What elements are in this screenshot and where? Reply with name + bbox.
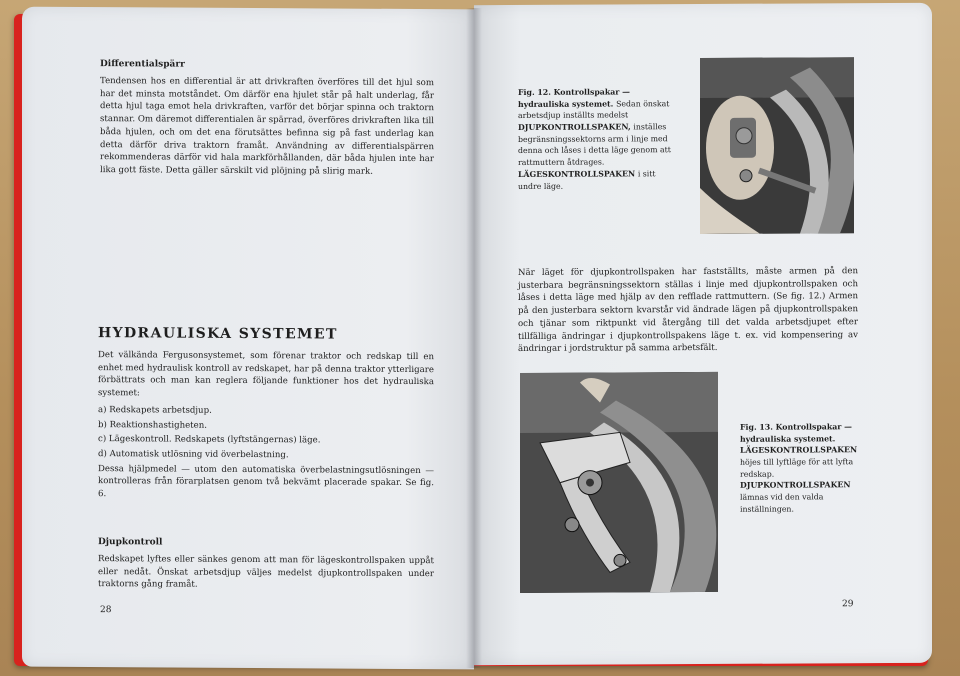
list-item: b) Reaktionshastigheten. <box>98 419 207 431</box>
fig13-caption-djup: DJUPKONTROLLSPAKEN <box>740 480 851 491</box>
book-gutter <box>466 8 482 668</box>
fig12-caption-lage: LÄGESKONTROLLSPAKEN <box>518 169 636 179</box>
heading-differentialsparr: Differentialspärr <box>100 59 185 70</box>
paragraph-differential: Tendensen hos en differential är att drivkraften överföres till det hjul som har det minsta motståndet. Om därför ena hjulet står på halt underlag, får detta hjul taga emot hela drivkraften, varför det börjar spinna och traktorn stannar. Om däremot differentialen är spärrad, överföres drivkraften lika till båda hjulen, och om det ena förutsättes befinna sig på fast underlag kan detta därför driva traktorn framåt. Användning av differentialspärren rekommenderas därför vid hala markförhållanden, där båda hjulen inte har lika gott fäste. Detta gäller särskilt vid plöjning på slirig mark. <box>100 76 434 177</box>
fig12-lever-illustration <box>700 57 854 234</box>
fig12-caption-title: Fig. 12. Kontrollspakar — hydrauliska systemet. <box>518 87 630 109</box>
fig12-photo <box>700 57 854 234</box>
fig13-caption-text: lämnas vid den valda inställningen. <box>740 492 824 514</box>
left-page <box>22 7 474 670</box>
paragraph-main: När läget för djupkontrollspaken har fastställts, måste armen på den justerbara begränsningssektorn ställas i linje med djupkontrollspaken och låses i detta läge med hjälp av den refflade rattmuttern. (Se fig. 12.) Armen på den justerbara sektorn kvarstår vid ändrade lägen på djupkontrollspaken och tjänar som riktpunkt vid återgång till det valda arbetsdjupet efter tillfälliga ändringar i djupkontrollspakens läge t. ex. vid kompensering av ändringar i jordstruktur på samma arbetsfält. <box>518 266 858 355</box>
paragraph-help: Dessa hjälpmedel — utom den automatiska överbelastningsutlösningen — kontrolleras från förarplatsen genom två bekvämt placerade spakar. Se fig. 6. <box>98 463 434 500</box>
fig13-caption-title: Fig. 13. Kontrollspakar — hydrauliska systemet. <box>740 422 852 444</box>
list-item: a) Redskapets arbetsdjup. <box>98 404 212 416</box>
heading-hydrauliska-systemet: HYDRAULISKA SYSTEMET <box>98 325 338 343</box>
list-item: c) Lägeskontroll. Redskapets (lyftstängernas) läge. <box>98 434 321 446</box>
fig12-caption-text: Sedan önskat arbetsdjup inställts medelst <box>518 98 670 121</box>
function-list <box>98 404 434 463</box>
fig12-caption-djup: DJUPKONTROLLSPAKEN, <box>518 122 631 133</box>
fig13-lever-illustration <box>520 372 718 593</box>
heading-djupkontroll: Djupkontroll <box>98 537 163 548</box>
fig13-caption-lage: LÄGESKONTROLLSPAKEN <box>740 445 858 456</box>
paragraph-djupkontroll: Redskapet lyftes eller sänkes genom att man för lägeskontrollspaken uppåt eller nedåt. Önskat arbetsdjup väljes medelst djupkontrollspaken under traktorns gång framåt. <box>98 554 434 591</box>
fig12-caption-text: inställes begränsningssektorns arm i linje med denna och låses i detta läge genom att rattmuttern åtdrages. <box>518 122 671 168</box>
paragraph-hydraulic-intro: Det välkända Fergusonsystemet, som förenar traktor och redskap till en enhet med hydraulisk kontroll av redskapet, har på denna traktor ytterligare förbättrats och man kan reglera följande funktioner hos det hydrauliska systemet: <box>98 350 434 399</box>
fig13-caption-text: höjes till lyftläge för att lyfta redskap. <box>740 457 854 479</box>
hydraulic-section <box>98 325 434 503</box>
differential-section <box>100 59 434 179</box>
page-number-left: 28 <box>100 605 112 616</box>
fig12-caption-text: i sitt undre läge. <box>518 169 656 191</box>
list-item: d) Automatisk utlösning vid överbelastning. <box>98 449 289 461</box>
page-number-right: 29 <box>842 599 854 610</box>
right-page <box>474 3 932 665</box>
fig13-caption <box>740 421 858 515</box>
djupkontroll-section <box>98 537 434 593</box>
fig12-caption <box>518 86 678 192</box>
fig13-photo <box>520 372 718 593</box>
